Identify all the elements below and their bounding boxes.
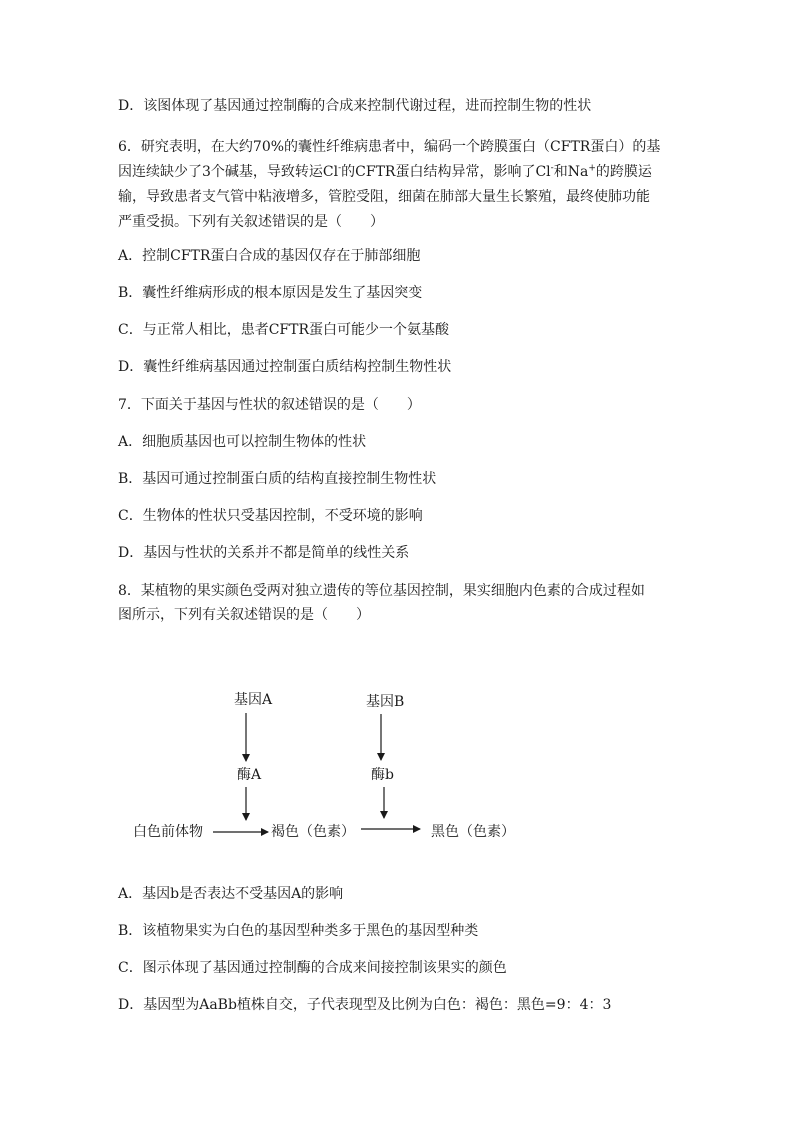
q6-option-b: B．囊性纤维病形成的根本原因是发生了基因突变	[118, 285, 423, 301]
q8-option-a: A．基因b是否表达不受基因A的影响	[118, 886, 344, 902]
gene-b-label: 基因B	[366, 694, 405, 710]
superscript-minus: -	[550, 163, 554, 174]
q7-option-c: C．生物体的性状只受基因控制，不受环境的影响	[118, 508, 423, 524]
q8-stem-line-1: 8．某植物的果实颜色受两对独立遗传的等位基因控制，果实细胞内色素的合成过程如	[118, 583, 645, 599]
gene-a-label: 基因A	[234, 692, 273, 708]
q8-stem-line-2: 图所示，下列有关叙述错误的是（ ）	[118, 607, 370, 623]
superscript-plus: +	[588, 163, 596, 174]
q6-stem-seg-1: 因连续缺少了3个碱基，导致转运Cl	[118, 164, 339, 180]
q6-option-a: A．控制CFTR蛋白合成的基因仅存在于肺部细胞	[118, 248, 421, 264]
q7-option-a: A．细胞质基因也可以控制生物体的性状	[118, 434, 367, 450]
q6-stem-line-4: 严重受损。下列有关叙述错误的是（ ）	[118, 214, 384, 230]
q8-option-c: C．图示体现了基因通过控制酶的合成来间接控制该果实的颜色	[118, 960, 507, 976]
white-precursor-label: 白色前体物	[133, 824, 203, 840]
q8-option-d: D．基因型为AaBb植株自交，子代表现型及比例为白色：褐色：黑色=9：4：3	[118, 997, 612, 1013]
superscript-minus: -	[338, 163, 342, 174]
q8-option-b: B．该植物果实为白色的基因型种类多于黑色的基因型种类	[118, 923, 479, 939]
q6-stem-seg-4: 的跨膜运	[595, 164, 652, 180]
q6-stem-seg-3: 和Na	[553, 164, 589, 180]
q6-stem-line-3: 输，导致患者支气管中粘液增多，管腔受阻，细菌在肺部大量生长繁殖，最终使肺功能	[118, 189, 650, 205]
enzyme-b-label: 酶b	[371, 767, 394, 783]
q7-stem: 7．下面关于基因与性状的叙述错误的是（ ）	[118, 397, 421, 413]
enzyme-a-label: 酶A	[237, 767, 262, 783]
q5-option-d: D．该图体现了基因通过控制酶的合成来控制代谢过程，进而控制生物的性状	[118, 98, 592, 114]
brown-pigment-label: 褐色（色素）	[271, 824, 355, 840]
q7-option-d: D．基因与性状的关系并不都是简单的线性关系	[118, 545, 410, 561]
q6-stem-seg-2: 的CFTR蛋白结构异常，影响了Cl	[341, 164, 551, 180]
q6-option-d: D．囊性纤维病基因通过控制蛋白质结构控制生物性状	[118, 359, 452, 375]
black-pigment-label: 黑色（色素）	[431, 824, 515, 840]
q7-option-b: B．基因可通过控制蛋白质的结构直接控制生物性状	[118, 471, 437, 487]
q6-option-c: C．与正常人相比，患者CFTR蛋白可能少一个氨基酸	[118, 322, 450, 338]
q6-stem-line-1: 6．研究表明，在大约70%的囊性纤维病患者中，编码一个跨膜蛋白（CFTR蛋白）的基	[118, 139, 661, 155]
